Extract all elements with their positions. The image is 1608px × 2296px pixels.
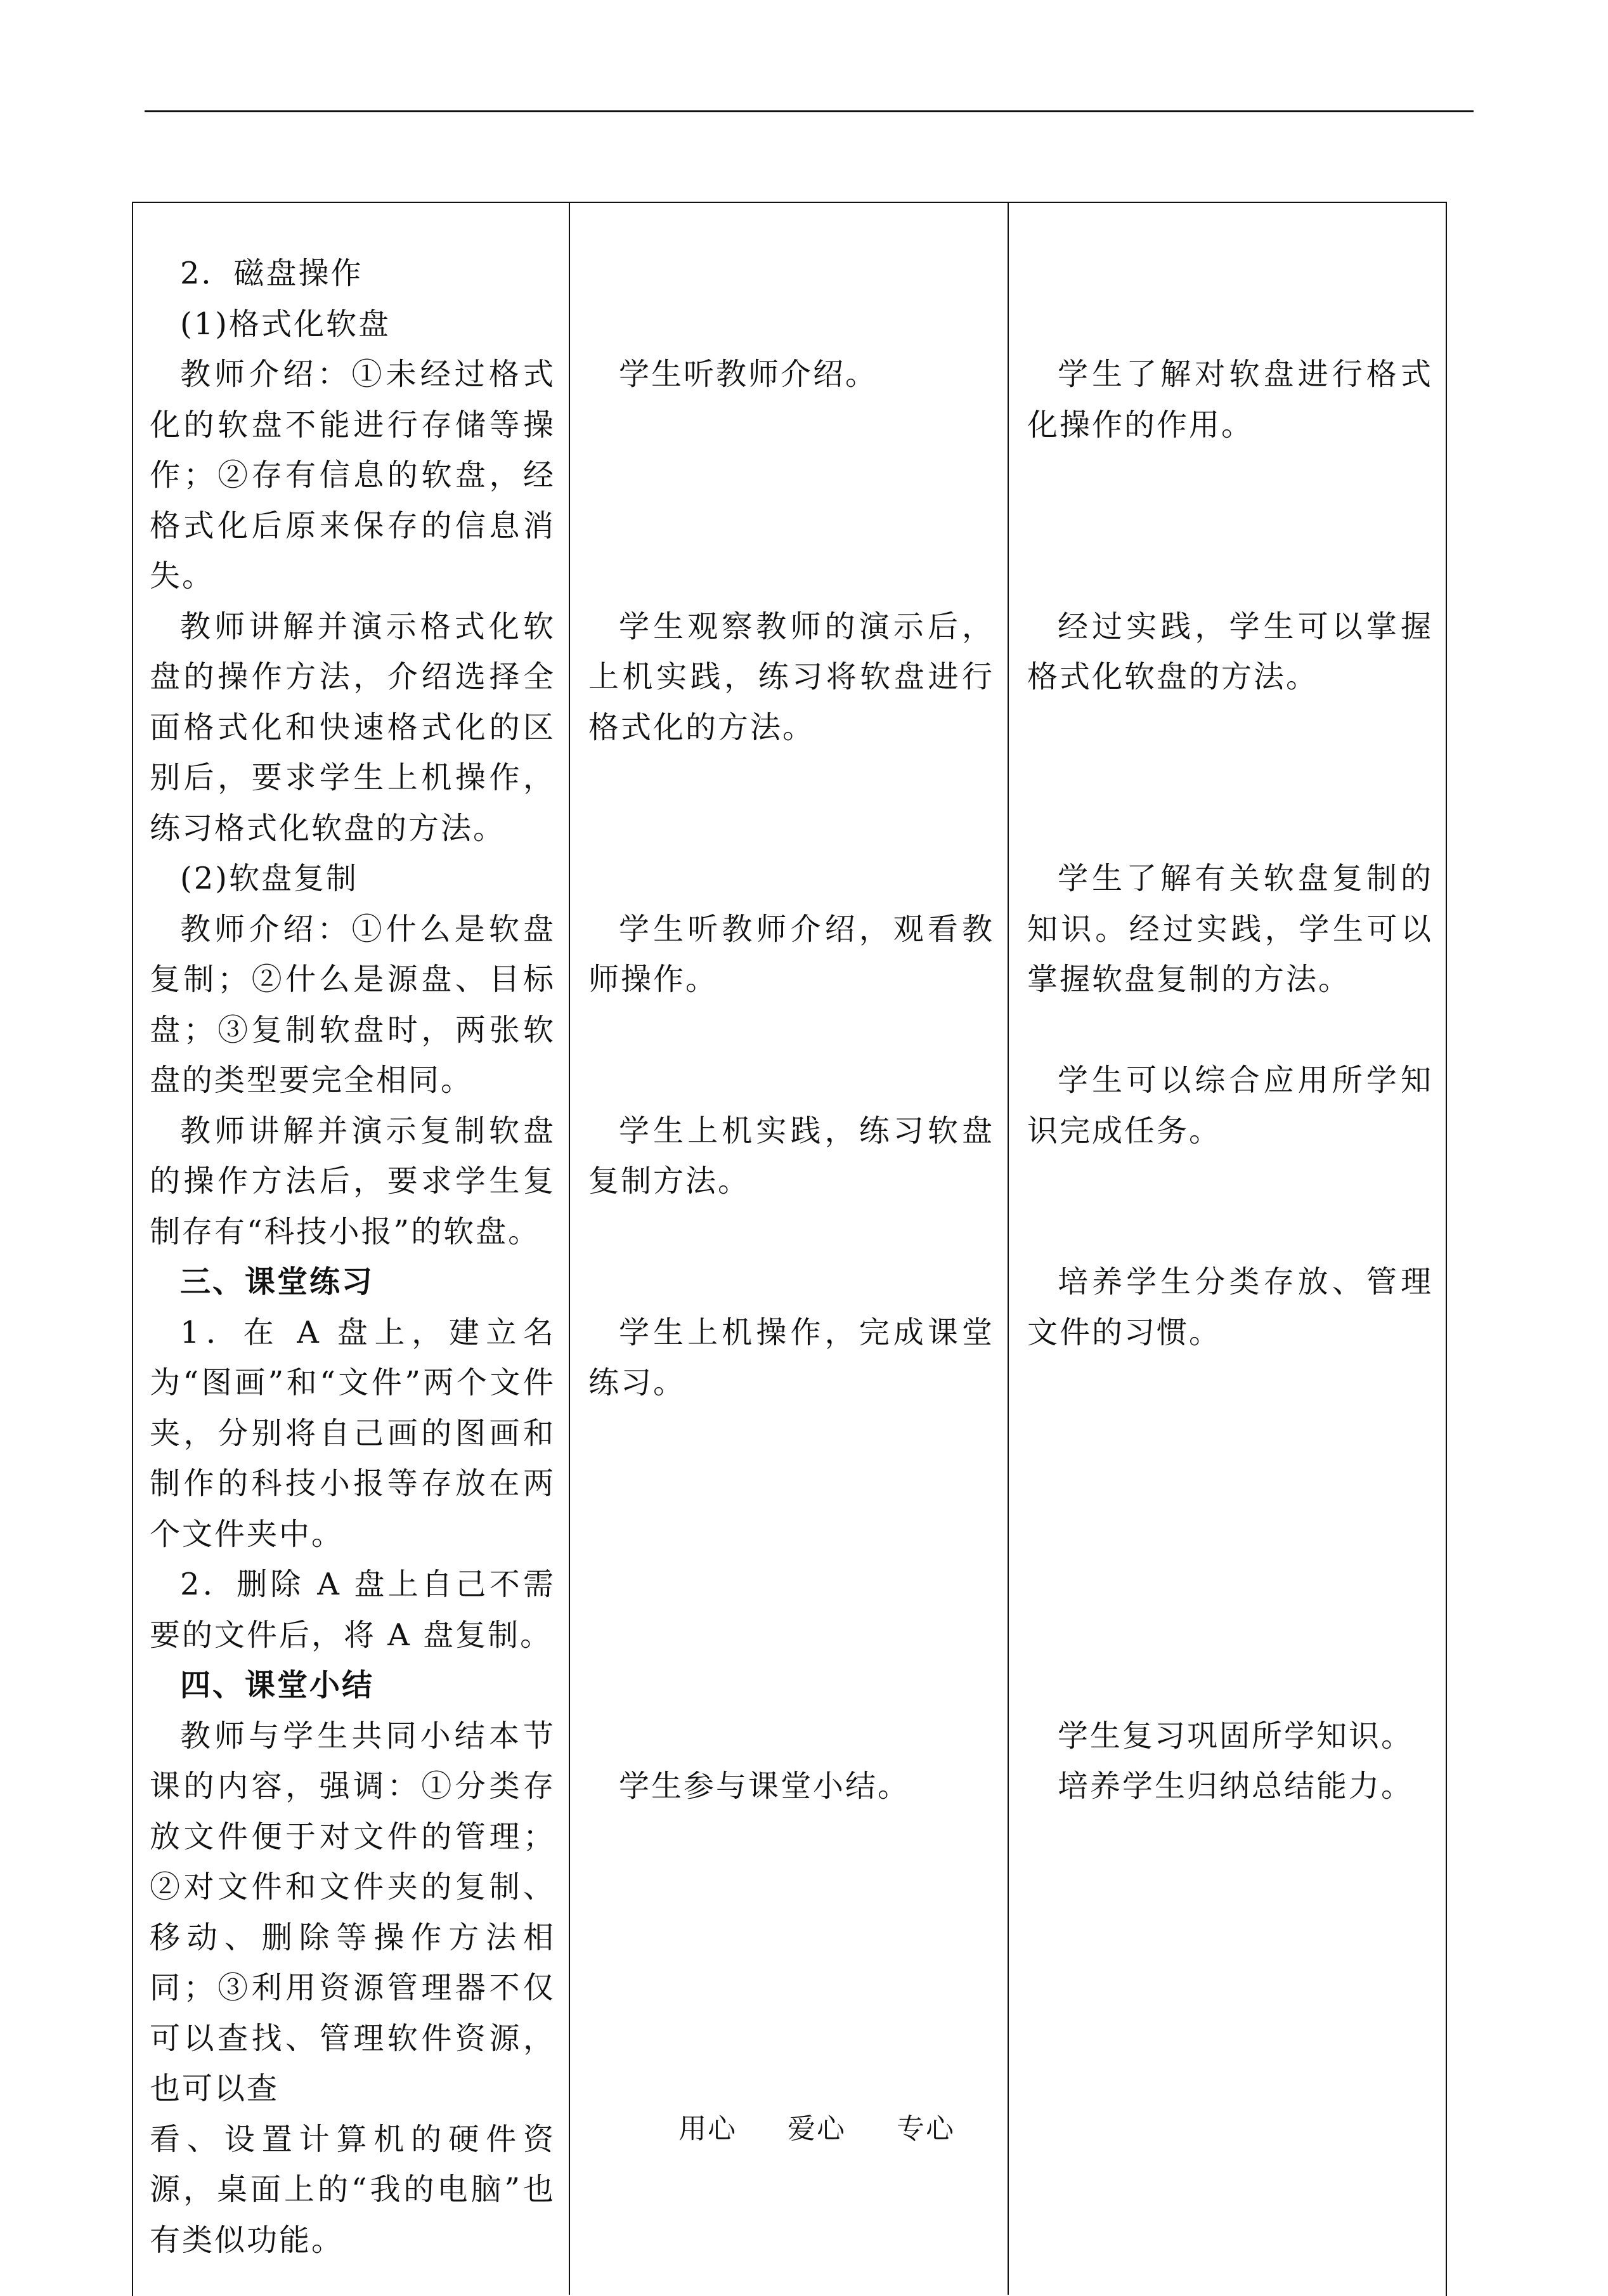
student-note: 学生上机操作，完成课堂练习。: [588, 1314, 994, 1400]
page-footer: [678, 2106, 995, 2146]
section-heading: 四、课堂小结: [180, 1667, 375, 1703]
intent-note: 学生了解对软盘进行格式化操作的作用。: [1027, 356, 1433, 443]
design-intent-column: [1027, 249, 1433, 1812]
teacher-activity-column: [150, 249, 555, 2266]
intent-note: 学生复习巩固所学知识。: [1058, 1718, 1414, 1754]
intent-note: 学生可以综合应用所学知识完成任务。: [1027, 1062, 1433, 1149]
footer-word: 用心: [678, 2113, 737, 2145]
intent-note: 学生了解有关软盘复制的知识。经过实践，学生可以掌握软盘复制的方法。: [1027, 861, 1433, 997]
subsection-heading: (1)格式化软盘: [180, 306, 391, 342]
column-divider-1: [569, 202, 570, 2295]
student-activity-column: [588, 249, 994, 1812]
intent-note: 经过实践，学生可以掌握格式化软盘的方法。: [1027, 608, 1433, 695]
intent-note: 培养学生分类存放、管理文件的习惯。: [1027, 1264, 1433, 1350]
paragraph: 1．在 A 盘上，建立名为“图画”和“文件”两个文件夹，分别将自己画的图画和制作的科技小报等存放在两个文件夹中。: [150, 1314, 555, 1552]
paragraph: 教师介绍：①什么是软盘复制；②什么是源盘、目标盘；③复制软盘时，两张软盘的类型要完全相同。: [150, 911, 555, 1098]
student-note: 学生参与课堂小结。: [619, 1768, 911, 1804]
student-note: 学生观察教师的演示后，上机实践，练习将软盘进行格式化的方法。: [588, 608, 994, 745]
subsection-heading: (2)软盘复制: [180, 861, 358, 896]
paragraph: 教师讲解并演示复制软盘的操作方法后，要求学生复制存有“科技小报”的软盘。: [150, 1112, 555, 1249]
footer-word: 爱心: [788, 2113, 846, 2145]
footer-word: 专心: [897, 2113, 955, 2145]
column-divider-2: [1008, 202, 1009, 2295]
intent-note: 培养学生归纳总结能力。: [1058, 1768, 1414, 1804]
paragraph: 教师讲解并演示格式化软盘的操作方法，介绍选择全面格式化和快速格式化的区别后，要求学生上机操作，练习格式化软盘的方法。: [150, 608, 555, 846]
student-note: 学生上机实践，练习软盘复制方法。: [588, 1112, 994, 1199]
paragraph: 看、设置计算机的硬件资源，桌面上的“我的电脑”也有类似功能。: [150, 2121, 555, 2258]
student-note: 学生听教师介绍。: [619, 356, 878, 392]
paragraph: 教师介绍：①未经过格式化的软盘不能进行存储等操作；②存有信息的软盘，经格式化后原来保存的信息消失。: [150, 356, 555, 594]
student-note: 学生听教师介绍，观看教师操作。: [588, 911, 994, 997]
paragraph: 教师与学生共同小结本节课的内容，强调：①分类存放文件便于对文件的管理；②对文件和文件夹的复制、移动、删除等操作方法相同；③利用资源管理器不仅可以查找、管理软件资源，也可以查: [150, 1718, 555, 2106]
paragraph: 2．删除 A 盘上自己不需要的文件后，将 A 盘复制。: [150, 1567, 555, 1653]
section-heading: 三、课堂练习: [180, 1264, 375, 1300]
header-rule: [145, 110, 1474, 112]
section-heading: 2．磁盘操作: [180, 256, 363, 291]
